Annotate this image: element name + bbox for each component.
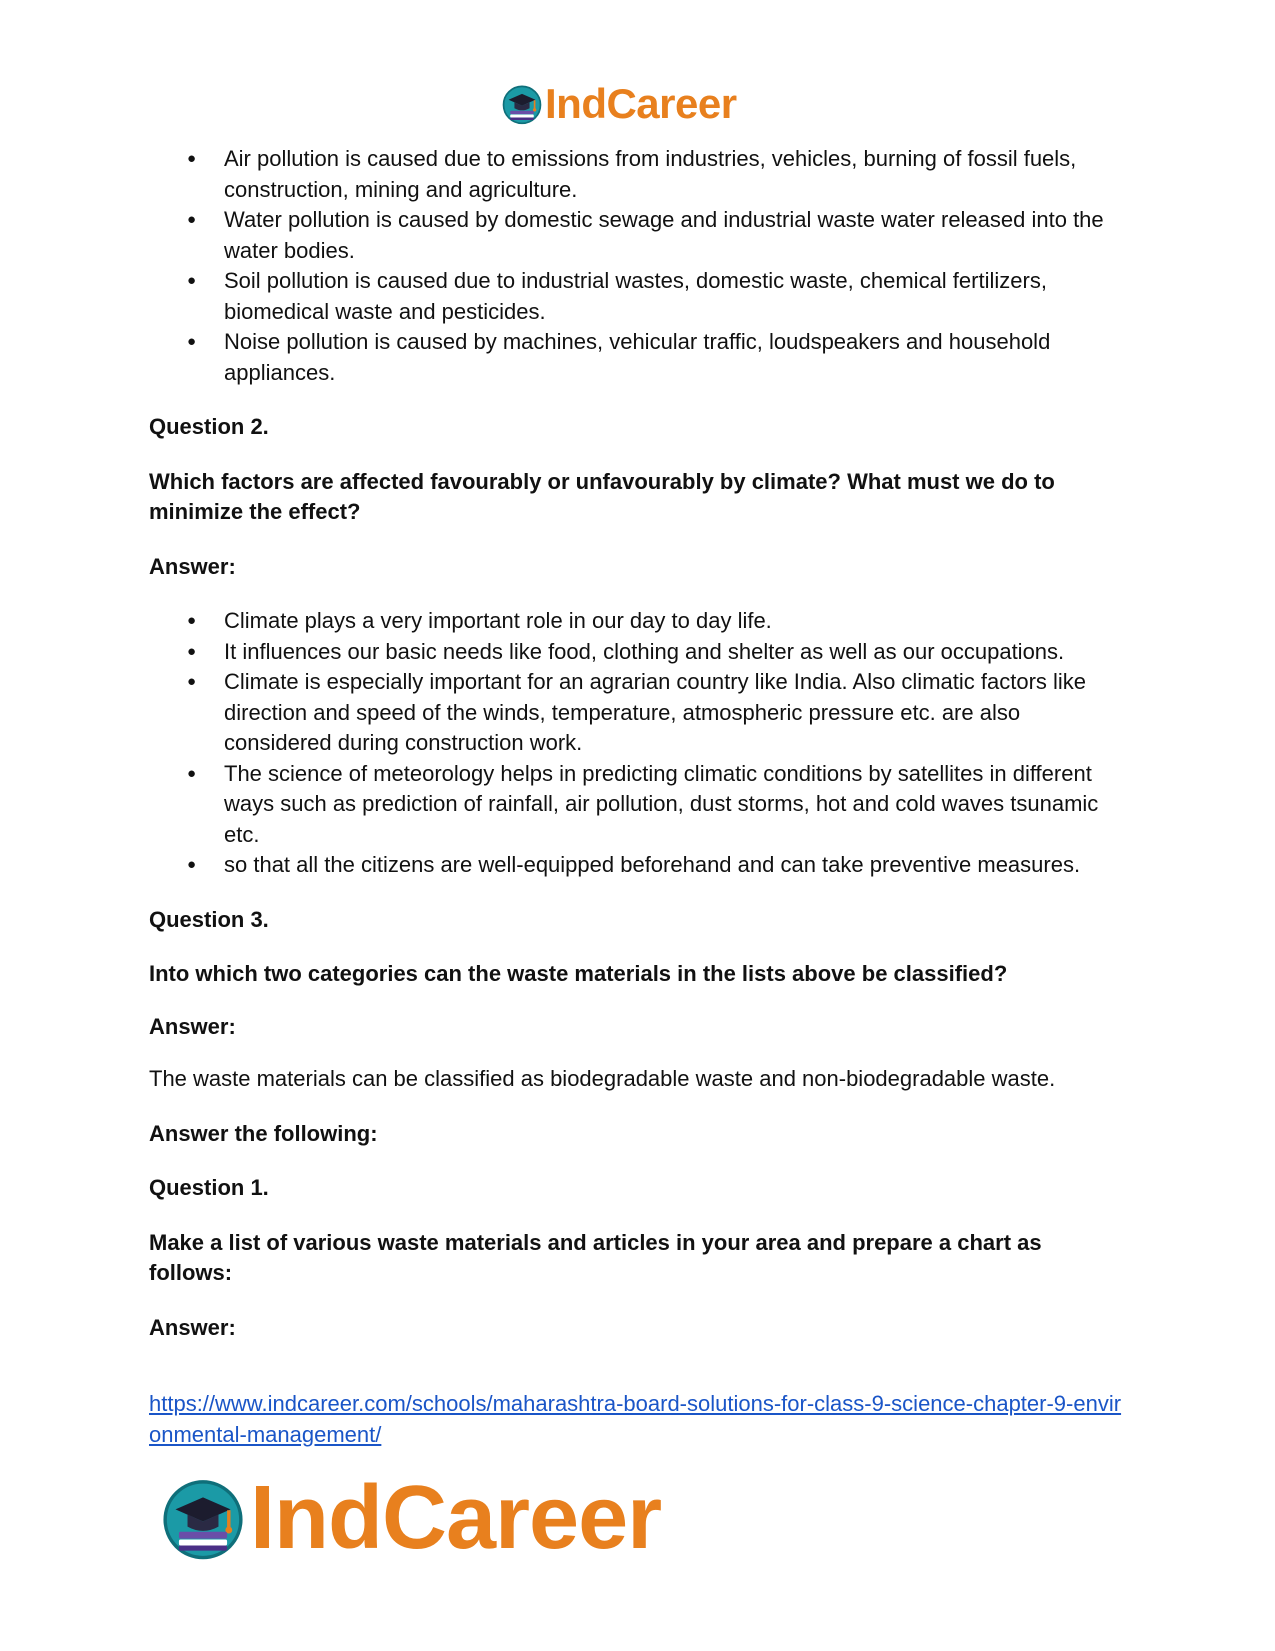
section-heading: Answer the following: (149, 1120, 378, 1146)
document-body (149, 144, 1129, 1450)
graduation-book-icon (501, 83, 543, 125)
question-label: Question 3. (149, 906, 269, 932)
answer-label: Answer: (149, 1314, 236, 1340)
climate-answer-list (149, 606, 1129, 881)
question-text: Which factors are affected favourably or unfavourably by climate? What must we do to minimize the effect? (149, 468, 1055, 524)
answer-label: Answer: (149, 553, 236, 579)
list-item: ● The science of meteorology helps in predicting climatic conditions by satellites in different ways such as prediction of rainfall, air pollution, dust storms, hot and cold waves tsunamic etc. (149, 759, 1129, 851)
question-label: Question 2. (149, 414, 269, 439)
question-label: Question 1. (149, 1175, 269, 1200)
logo-text: IndCareer (545, 80, 737, 127)
header-logo (501, 80, 737, 128)
list-item: ● Climate is especially important for an agrarian country like India. Also climatic factors like direction and speed of the winds, temperature, atmospheric pressure etc. are also considered during construction work. (149, 667, 1129, 759)
question-text: Into which two categories can the waste materials in the lists above be classified? (149, 961, 1008, 986)
graduation-book-icon (160, 1475, 246, 1561)
list-item: ● Air pollution is caused due to emissions from industries, vehicles, burning of fossil fuels, construction, mining and agriculture. (149, 144, 1129, 205)
list-item: ● so that all the citizens are well-equipped beforehand and can take preventive measures. (149, 850, 1129, 881)
list-item: ● Water pollution is caused by domestic sewage and industrial waste water released into the water bodies. (149, 205, 1129, 266)
list-item: ● Climate plays a very important role in our day to day life. (149, 606, 1129, 637)
pollution-causes-list (149, 144, 1129, 388)
question-text: Make a list of various waste materials and articles in your area and prepare a chart as follows: (149, 1229, 1042, 1285)
answer-label: Answer: (149, 1013, 236, 1039)
answer-text: The waste materials can be classified as biodegradable waste and non-biodegradable waste. (149, 1066, 1056, 1091)
list-item: ● Noise pollution is caused by machines, vehicular traffic, loudspeakers and household appliances. (149, 327, 1129, 388)
source-link[interactable]: https://www.indcareer.com/schools/maharashtra-board-solutions-for-class-9-science-chapter-9-environmental-management/ (149, 1391, 1122, 1447)
list-item: ● Soil pollution is caused due to industrial wastes, domestic waste, chemical fertilizers, biomedical waste and pesticides. (149, 266, 1129, 327)
list-item: ● It influences our basic needs like food, clothing and shelter as well as our occupations. (149, 637, 1129, 668)
logo-text: IndCareer (250, 1467, 662, 1568)
footer-logo (160, 1468, 661, 1568)
